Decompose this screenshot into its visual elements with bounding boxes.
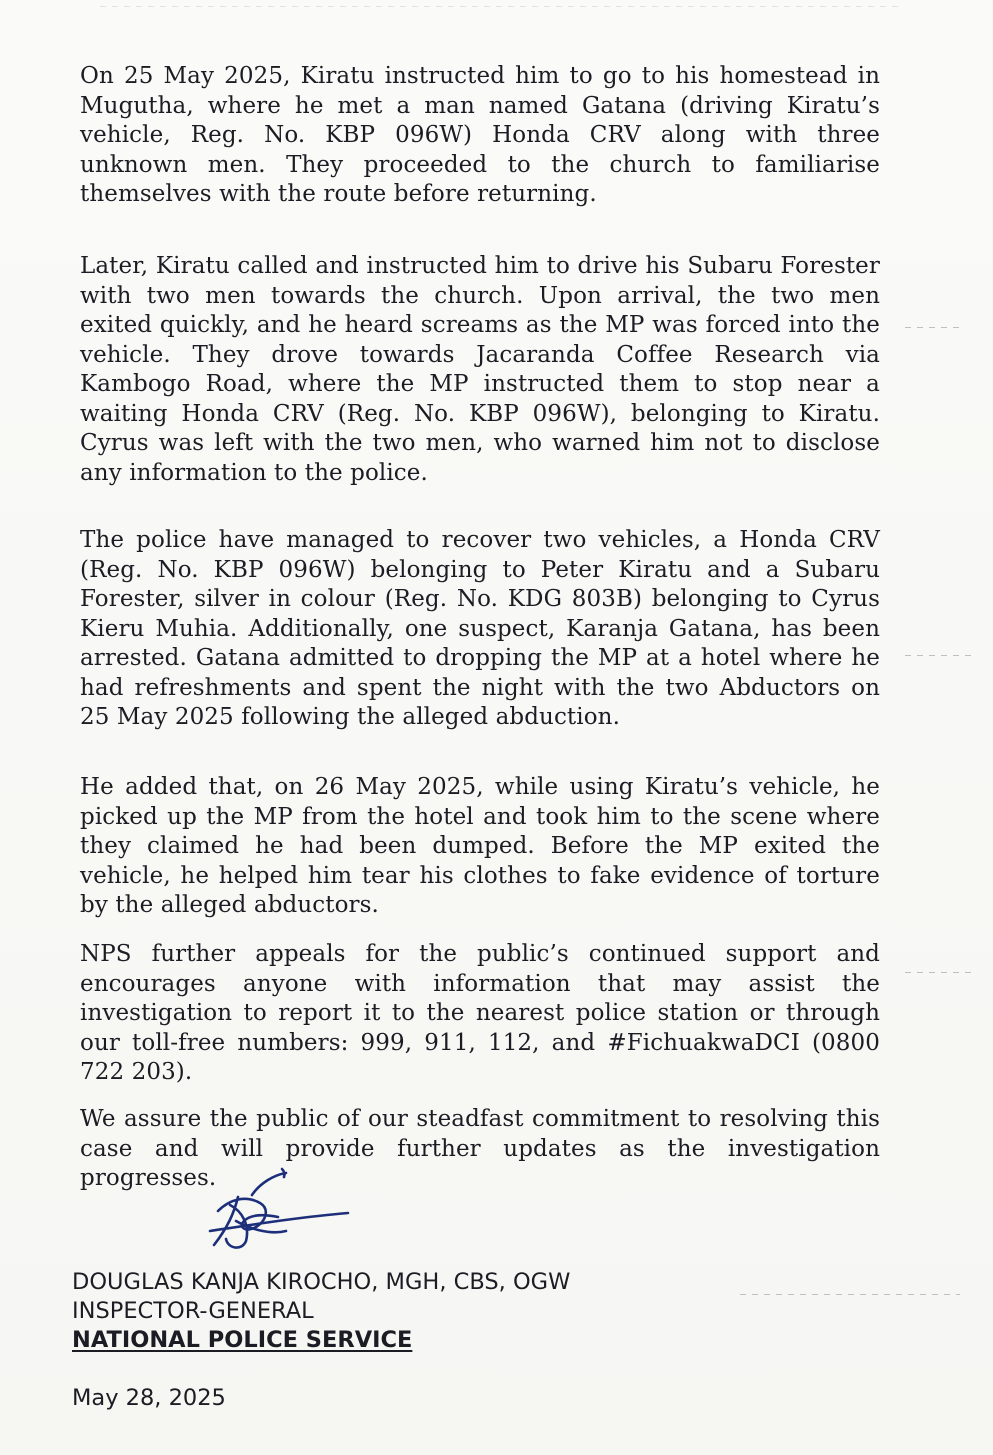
signatory-title: INSPECTOR-GENERAL bbox=[72, 1298, 314, 1324]
body-paragraph-1: On 25 May 2025, Kiratu instructed him to go to his homestead in Mugutha, where he met a man named Gatana (driving Kiratu’s vehicle, Reg. No. KBP 096W) Honda CRV along with three unknown men. They proceeded to the church to familiarise themselves with the route before returning. bbox=[80, 63, 880, 207]
document-date: May 28, 2025 bbox=[72, 1385, 226, 1411]
signatory-name: DOUGLAS KANJA KIROCHO, MGH, CBS, OGW bbox=[72, 1269, 571, 1295]
body-paragraph-4: He added that, on 26 May 2025, while using Kiratu’s vehicle, he picked up the MP from the hotel and took him to the scene where they claimed he had been dumped. Before the MP exited the vehicle, he helped him tear his clothes to fake evidence of torture by the alleged abductors. bbox=[80, 774, 880, 918]
scan-edge-mark bbox=[100, 6, 900, 7]
scan-edge-mark bbox=[905, 327, 965, 328]
body-paragraph-6: We assure the public of our steadfast commitment to resolving this case and will provide further updates as the investigation progresses. bbox=[80, 1106, 880, 1191]
scan-edge-mark bbox=[905, 655, 975, 656]
scan-edge-mark bbox=[905, 972, 975, 973]
body-paragraph-5: NPS further appeals for the public’s continued support and encourages anyone with information that may assist the investigation to report it to the nearest police station or through our toll-free numbers: 999, 911, 112, and #FichuakwaDCI (0800 722 203). bbox=[80, 941, 880, 1085]
body-paragraph-2: Later, Kiratu called and instructed him to drive his Subaru Forester with two men towards the church. Upon arrival, the two men exited quickly, and he heard screams as the MP was forced into the vehicle. They drove towards Jacaranda Coffee Research via Kambogo Road, where the MP instructed them to stop near a waiting Honda CRV (Reg. No. KBP 096W), belonging to Kiratu. Cyrus was left with the two men, who warned him not to disclose any information to the police. bbox=[80, 253, 880, 486]
scan-edge-mark bbox=[740, 1294, 960, 1295]
handwritten-signature bbox=[190, 1165, 360, 1255]
signatory-block bbox=[72, 1268, 570, 1355]
signatory-organization: NATIONAL POLICE SERVICE bbox=[72, 1327, 413, 1353]
body-paragraph-3: The police have managed to recover two vehicles, a Honda CRV (Reg. No. KBP 096W) belonging to Peter Kiratu and a Subaru Forester, silver in colour (Reg. No. KDG 803B) belonging to Cyrus Kieru Muhia. Additionally, one suspect, Karanja Gatana, has been arrested. Gatana admitted to dropping the MP at a hotel where he had refreshments and spent the night with the two Abductors on 25 May 2025 following the alleged abduction. bbox=[80, 527, 880, 730]
